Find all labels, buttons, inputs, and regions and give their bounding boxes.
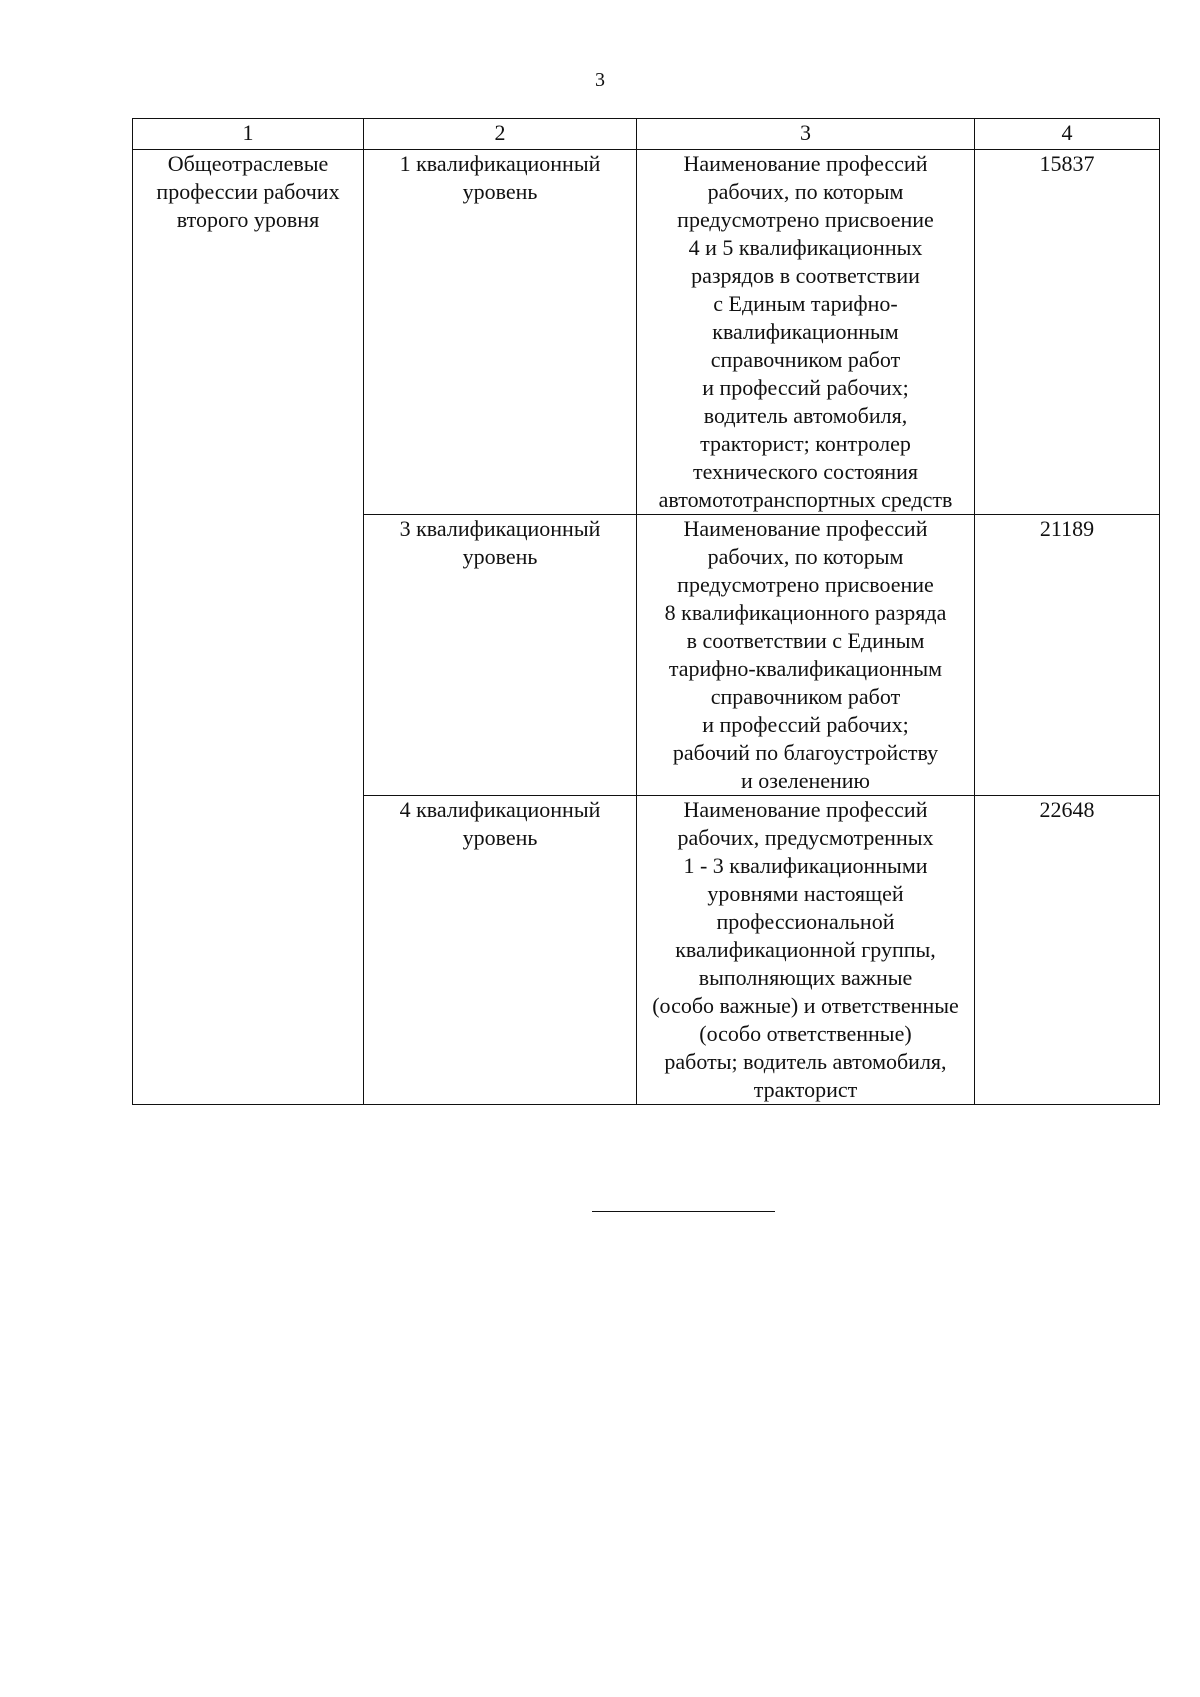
- qualification-level-cell: 3 квалификационный уровень: [364, 515, 637, 796]
- document-end-rule: [592, 1211, 775, 1212]
- table-header-row: [133, 119, 1160, 150]
- profession-description-cell: Наименование профессий рабочих, по которым предусмотрено присвоение 8 квалификационного разряда в соответствии с Единым тарифно-квалификационным справочником работ и профессий рабочих; рабочий по благоустройству и озеленению: [637, 515, 975, 796]
- column-number-4: 4: [975, 119, 1160, 150]
- salary-value-cell: 22648: [975, 796, 1160, 1105]
- column-number-3: 3: [637, 119, 975, 150]
- salary-table: [132, 118, 1160, 1105]
- qualification-level-cell: 1 квалификационный уровень: [364, 150, 637, 515]
- salary-value-cell: 21189: [975, 515, 1160, 796]
- profession-description-cell: Наименование профессий рабочих, по которым предусмотрено присвоение 4 и 5 квалификационных разрядов в соответствии с Единым тарифно- квалификационным справочником работ и профессий рабочих; водитель автомобиля, тракторист; контролер технического состояния автомототранспортных средств: [637, 150, 975, 515]
- column-number-1: 1: [133, 119, 364, 150]
- salary-value-cell: 15837: [975, 150, 1160, 515]
- column-number-2: 2: [364, 119, 637, 150]
- page-number: 3: [595, 69, 605, 91]
- qualification-level-cell: 4 квалификационный уровень: [364, 796, 637, 1105]
- table-row: [133, 150, 1160, 515]
- profession-description-cell: Наименование профессий рабочих, предусмотренных 1 - 3 квалификационными уровнями настоящей профессиональной квалификационной группы, выполняющих важные (особо важные) и ответственные (особо ответственные) работы; водитель автомобиля, тракторист: [637, 796, 975, 1105]
- professional-group-cell: Общеотраслевые профессии рабочих второго уровня: [133, 150, 364, 1105]
